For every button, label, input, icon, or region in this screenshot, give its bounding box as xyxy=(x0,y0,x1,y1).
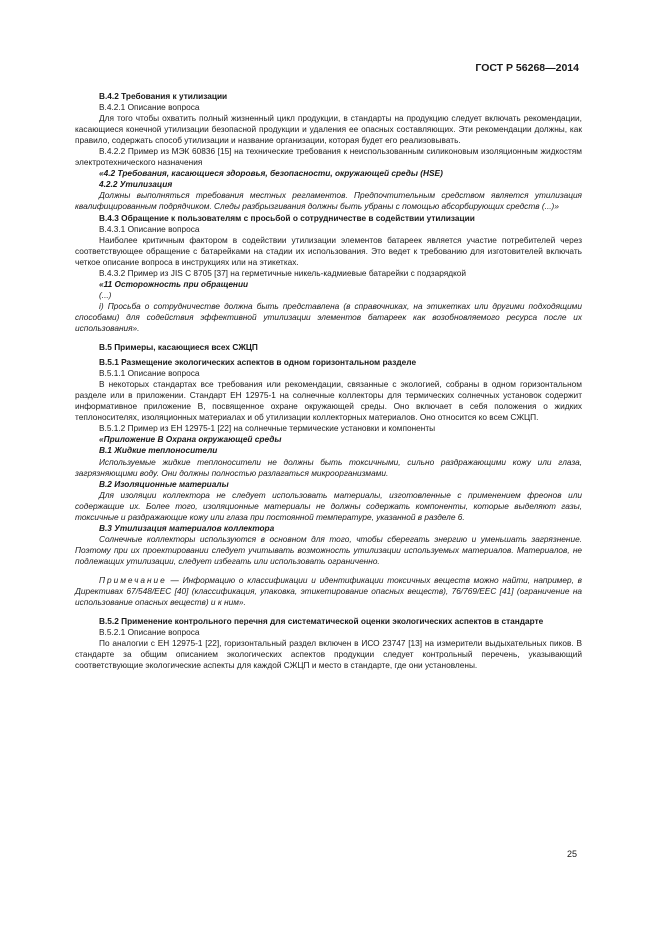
body-paragraph: Наиболее критичным фактором в содействии утилизации элементов батареек является участие потребителей через соответствующее обращение с батарейками на стадии их использования. Это ведет к требованию для изготовителей включать четкое описание вопроса в инструкциях или на этикетках. xyxy=(75,234,582,267)
subsection-heading: В.4.3.1 Описание вопроса xyxy=(99,223,200,234)
example-heading: В.4.3.2 Пример из JIS C 8705 [37] на герметичные никель-кадмиевые батарейки с подзарядкой xyxy=(99,267,467,278)
subsection-heading: В.5.1.1 Описание вопроса xyxy=(99,368,200,379)
quoted-paragraph: (...) xyxy=(99,289,112,300)
quoted-heading: В.3 Утилизация материалов коллектора xyxy=(99,522,275,533)
quoted-paragraph: Солнечные коллекторы используются в основном для того, чтобы сберегать энергию и уменьшать загрязнение. Поэтому при их проектировании следует учитывать возможность утилизации используемых материалов. Материалов, не подлежащих утилизации, следует избегать или использовать ограниченно. xyxy=(75,533,582,566)
note-label: Примечание xyxy=(99,574,167,585)
quoted-heading: «Приложение В Охрана окружающей среды xyxy=(99,434,282,445)
example-heading: В.5.1.2 Пример из ЕН 12975-1 [22] на солнечные термические установки и компоненты xyxy=(99,423,436,434)
quoted-heading: В.1 Жидкие теплоносители xyxy=(99,445,218,456)
quoted-paragraph: i) Просьба о сотрудничестве должна быть представлена (в справочниках, на этикетках или другими подходящими способами) для содействия эффективной утилизации элементов батареек как возобновляемого ресурса после их использования». xyxy=(75,300,582,333)
body-paragraph: В некоторых стандартах все требования или рекомендации, связанные с экологией, собраны в одном горизонтальном разделе или в приложении. Стандарт ЕН 12975-1 на солнечные коллекторы для термических солнечных установок содержит информативное приложение В, посвященное охране окружающей среды. Оно включает в себя положения о жидких теплоносителях, изоляционных материалах и об утилизации коллекторных материалов. Оно относится ко всем СЖЦП. xyxy=(75,379,582,423)
quoted-heading: «11 Осторожность при обращении xyxy=(99,278,249,289)
body-paragraph: Для того чтобы охватить полный жизненный цикл продукции, в стандарты на продукцию следует включать рекомендации, касающиеся конечной утилизации безопасной продукции и удаления ее опасных составляющих. Эти рекомендации должны, как правило, содержать способ утилизации и название организации, которая будет его реализовывать. xyxy=(75,113,582,146)
subsection-heading: В.5.2.1 Описание вопроса xyxy=(99,627,200,638)
subsection-heading: В.4.2.1 Описание вопроса xyxy=(99,102,200,113)
page-content xyxy=(75,91,582,671)
example-heading: В.4.2.2 Пример из МЭК 60836 [15] на технические требования к неиспользованным силиконовым изоляционным жидкостям электротехнического назначения xyxy=(75,146,582,168)
page-number: 25 xyxy=(566,849,577,859)
section-heading-b42: В.4.2 Требования к утилизации xyxy=(99,91,228,101)
note-text: — Информацию о классификации и идентификации токсичных веществ можно найти, например, в Директивах 67/548/ЕЕС [40] (классификация, упаковка, этикетирование опасных веществ), 76/769/ЕЕС [41] (ограничение на использование опасных веществ) и к ним». xyxy=(75,574,582,608)
section-heading-b51: В.5.1 Размещение экологических аспектов в одном горизонтальном разделе xyxy=(99,357,417,368)
quoted-heading: В.2 Изоляционные материалы xyxy=(99,478,229,489)
standard-header: ГОСТ Р 56268—2014 xyxy=(475,62,579,74)
section-heading-b43: В.4.3 Обращение к пользователям с просьбой о сотрудничестве в содействии утилизации xyxy=(99,212,475,223)
body-paragraph: По аналогии с ЕН 12975-1 [22], горизонтальный раздел включен в ИСО 23747 [13] на измерители выдыхательных пиков. В стандарте за общим описанием экологических аспектов продукции следует контрольный перечень, указывающий соответствующие экологические аспекты для каждой СЖЦП и место в стандарте, где они установлены. xyxy=(75,638,582,671)
section-heading-b5: В.5 Примеры, касающиеся всех СЖЦП xyxy=(99,342,258,353)
quoted-paragraph: Должны выполняться требования местных регламентов. Предпочтительным средством является утилизация квалифицированным подрядчиком. Следы разбрызгивания должны быть убраны с помощью абсорбирующих средств (...)» xyxy=(75,190,582,212)
quoted-heading: 4.2.2 Утилизация xyxy=(99,179,173,190)
quoted-paragraph: Используемые жидкие теплоносители не должны быть токсичными, сильно раздражающими кожу или глаза, загрязняющими воду. Они должны полностью разлагаться микроорганизмами. xyxy=(75,456,582,478)
quoted-heading: «4.2 Требования, касающиеся здоровья, безопасности, окружающей среды (HSE) xyxy=(99,168,443,179)
quoted-paragraph: Для изоляции коллектора не следует использовать материалы, изготовленные с применением фреонов или содержащие их. Более того, изоляционные материалы не должны содержать компоненты, которые выделяют газы, токсичные и раздражающие кожу или глаза при постоянной температуре, указанной в разделе 6. xyxy=(75,489,582,522)
note-paragraph xyxy=(75,575,582,608)
section-heading-b52: В.5.2 Применение контрольного перечня для систематической оценки экологических аспектов в стандарте xyxy=(99,616,544,627)
